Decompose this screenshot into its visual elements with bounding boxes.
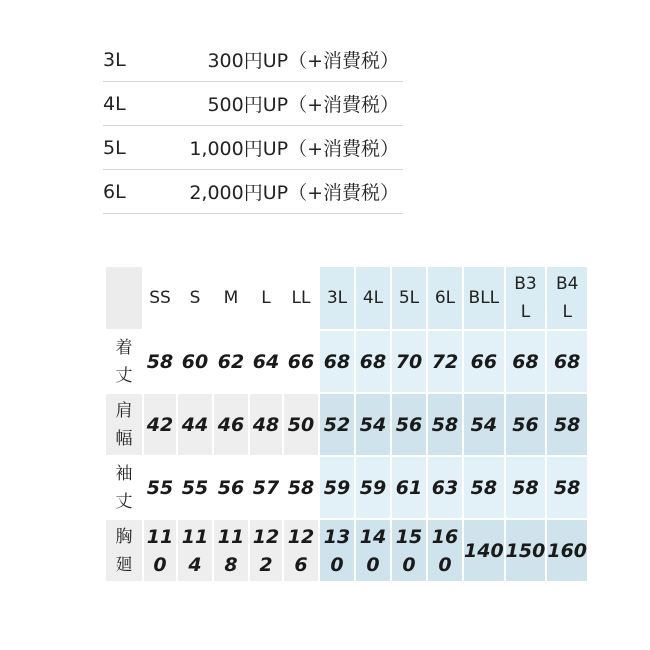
- measurement-value: 150: [506, 520, 546, 581]
- measurement-value: 57: [250, 457, 282, 518]
- surcharge-size: 5L: [103, 126, 139, 170]
- measurement-value: 16 0: [428, 520, 462, 581]
- measurement-value: 55: [178, 457, 212, 518]
- measurement-value: 42: [144, 394, 176, 455]
- measurement-value: 66: [464, 331, 504, 392]
- measurement-value: 58: [144, 331, 176, 392]
- measurement-label: 袖 丈: [106, 457, 142, 518]
- measurement-value: 58: [428, 394, 462, 455]
- measurement-label: 胸 廻: [106, 520, 142, 581]
- measurement-value: 62: [214, 331, 248, 392]
- measurement-value: 52: [320, 394, 354, 455]
- measurement-value: 11 8: [214, 520, 248, 581]
- size-data-row: [106, 394, 587, 455]
- surcharge-amount: 2,000円UP（+消費税）: [139, 170, 403, 214]
- measurement-value: 50: [284, 394, 318, 455]
- surcharge-size: 6L: [103, 170, 139, 214]
- size-header-cell: 5L: [392, 267, 426, 329]
- measurement-value: 58: [547, 457, 587, 518]
- measurement-value: 55: [144, 457, 176, 518]
- measurement-value: 72: [428, 331, 462, 392]
- measurement-value: 12 2: [250, 520, 282, 581]
- surcharge-size: 4L: [103, 82, 139, 126]
- measurement-value: 160: [547, 520, 587, 581]
- measurement-value: 46: [214, 394, 248, 455]
- surcharge-row: [103, 170, 403, 214]
- measurement-value: 58: [506, 457, 546, 518]
- size-header-cell: 4L: [356, 267, 390, 329]
- measurement-value: 48: [250, 394, 282, 455]
- size-data-row: [106, 331, 587, 392]
- measurement-value: 66: [284, 331, 318, 392]
- measurement-value: 59: [356, 457, 390, 518]
- size-header-cell: M: [214, 267, 248, 329]
- size-header-cell: LL: [284, 267, 318, 329]
- size-header-cell: SS: [144, 267, 176, 329]
- measurement-value: 140: [464, 520, 504, 581]
- measurement-label: 着 丈: [106, 331, 142, 392]
- surcharge-row: [103, 38, 403, 82]
- measurement-value: 61: [392, 457, 426, 518]
- measurement-value: 60: [178, 331, 212, 392]
- measurement-value: 44: [178, 394, 212, 455]
- measurement-value: 56: [506, 394, 546, 455]
- measurement-value: 54: [464, 394, 504, 455]
- size-header-cell: BLL: [464, 267, 504, 329]
- measurement-value: 58: [464, 457, 504, 518]
- size-surcharge-table: [103, 38, 403, 214]
- size-header-row: [106, 267, 587, 329]
- size-header-cell: B3 L: [506, 267, 546, 329]
- measurement-value: 15 0: [392, 520, 426, 581]
- measurement-value: 14 0: [356, 520, 390, 581]
- measurement-value: 68: [506, 331, 546, 392]
- measurement-value: 58: [284, 457, 318, 518]
- measurement-value: 70: [392, 331, 426, 392]
- size-data-row: [106, 457, 587, 518]
- measurement-value: 58: [547, 394, 587, 455]
- measurement-label: 肩 幅: [106, 394, 142, 455]
- surcharge-amount: 300円UP（+消費税）: [139, 38, 403, 82]
- measurement-value: 63: [428, 457, 462, 518]
- size-header-cell: 3L: [320, 267, 354, 329]
- surcharge-row: [103, 126, 403, 170]
- size-header-cell: S: [178, 267, 212, 329]
- measurement-value: 56: [392, 394, 426, 455]
- measurement-value: 68: [547, 331, 587, 392]
- measurement-value: 64: [250, 331, 282, 392]
- surcharge-amount: 500円UP（+消費税）: [139, 82, 403, 126]
- size-data-row: [106, 520, 587, 581]
- size-header-corner: [106, 267, 142, 329]
- size-header-cell: 6L: [428, 267, 462, 329]
- measurement-value: 56: [214, 457, 248, 518]
- measurement-value: 54: [356, 394, 390, 455]
- surcharge-amount: 1,000円UP（+消費税）: [139, 126, 403, 170]
- measurement-value: 13 0: [320, 520, 354, 581]
- size-chart-table: [104, 265, 589, 583]
- measurement-value: 11 4: [178, 520, 212, 581]
- size-header-cell: B4 L: [547, 267, 587, 329]
- measurement-value: 59: [320, 457, 354, 518]
- measurement-value: 68: [320, 331, 354, 392]
- size-header-cell: L: [250, 267, 282, 329]
- surcharge-size: 3L: [103, 38, 139, 82]
- measurement-value: 12 6: [284, 520, 318, 581]
- measurement-value: 11 0: [144, 520, 176, 581]
- measurement-value: 68: [356, 331, 390, 392]
- surcharge-row: [103, 82, 403, 126]
